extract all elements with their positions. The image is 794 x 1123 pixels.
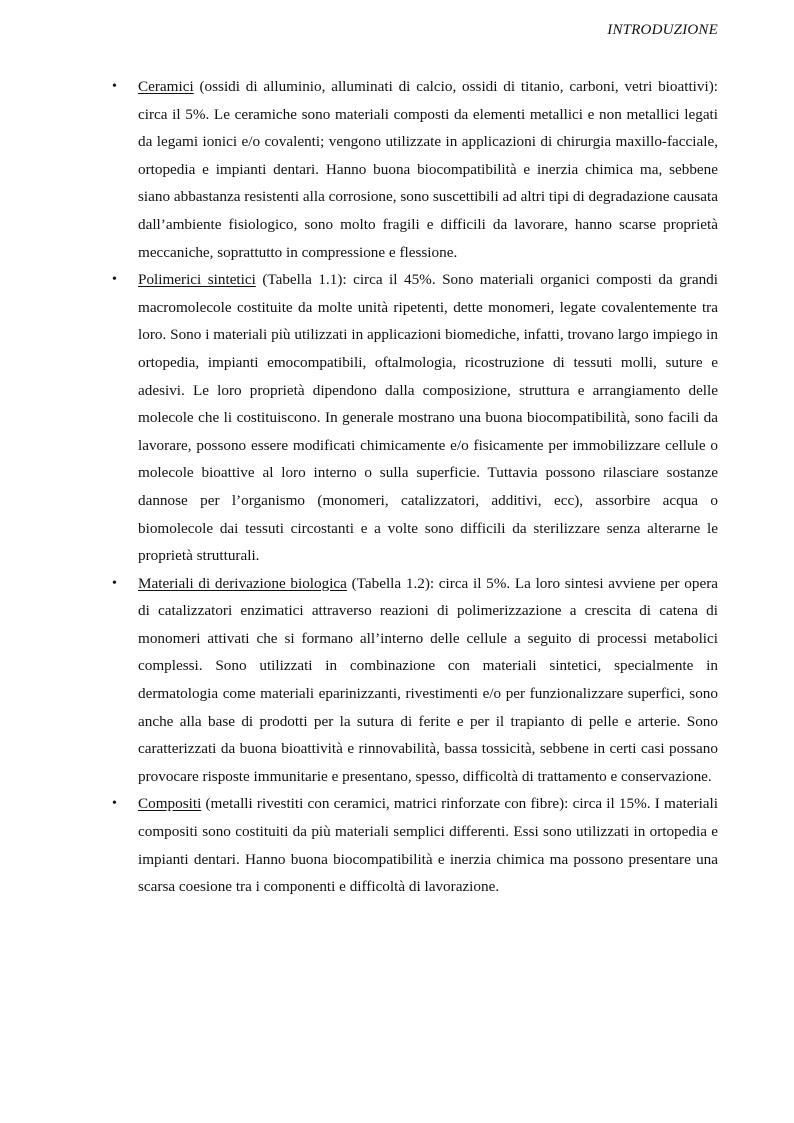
bullet-term: Compositi [138,795,202,813]
bullet-icon: • [112,796,117,812]
bullet-term: Polimerici sintetici [138,271,256,289]
bullet-icon: • [112,272,117,288]
materials-bullet-list [112,73,718,901]
bullet-text: (ossidi di alluminio, alluminati di calcio, ossidi di titanio, carboni, vetri bioattivi): circa il 5%. Le ceramiche sono materiali composti da elementi metallici e non metallici legati da legami ionici e/o covalenti; vengono utilizzate in applicazioni di chirurgia maxillo-facciale, ortopedia e impianti dentari. Hanno buona biocompatibilità e inerzia chimica ma, sebbene siano abbastanza resistenti alla corrosione, sono suscettibili ad altri tipi di degradazione causata dall’ambiente fisiologico, sono molto fragili e difficili da lavorare, hanno scarse proprietà meccaniche, soprattutto in compressione e flessione. [138,78,718,261]
bullet-term: Ceramici [138,78,194,95]
bullet-item-polimerici-sintetici [112,266,718,570]
bullet-text: (Tabella 1.2): circa il 5%. La loro sintesi avviene per opera di catalizzatori enzimatici attraverso reazioni di polimerizzazione a crescita di catena di monomeri attivati che si formano all’interno delle cellule a seguito di processi metabolici complessi. Sono utilizzati in combinazione con materiali sintetici, specialmente in dermatologia come materiali eparinizzanti, rivestimenti e/o per funzionalizzare superfici, sono anche alla base di prodotti per la sutura di ferite e per il trapianto di pelle e arterie. Sono caratterizzati da buona bioattività e rinnovabilità, bassa tossicità, sebbene in certi casi possano provocare risposte immunitarie e presentano, spesso, difficoltà di trattamento e conservazione. [138,574,718,785]
bullet-text: (Tabella 1.1): circa il 45%. Sono materiali organici composti da grandi macromolecole costituite da molte unità ripetenti, dette monomeri, legate covalentemente tra loro. Sono i materiali più utilizzati in applicazioni biomediche, infatti, trovano largo impiego in ortopedia, impianti emocompatibili, oftalmologia, ricostruzione di tessuti molli, suture e adesivi. Le loro proprietà dipendono dalla composizione, struttura e arrangiamento delle molecole che li costituiscono. In generale mostrano una buona biocompatibilità, sono facili da lavorare, possono essere modificati chimicamente e/o fisicamente per immobilizzare cellule o molecole bioattive al loro interno o sulla superficie. Tuttavia possono rilasciare sostanze dannose per l’organismo (monomeri, catalizzatori, additivi, ecc), assorbire acqua o biomolecole dai tessuti circostanti e a volte sono difficili da sterilizzare senza alterarne le proprietà strutturali. [138,271,718,565]
bullet-text: (metalli rivestiti con ceramici, matrici rinforzate con fibre): circa il 15%. I materiali compositi sono costituiti da più materiali semplici differenti. Essi sono utilizzati in ortopedia e impianti dentari. Hanno buona biocompatibilità e inerzia chimica ma possono presentare una scarsa coesione tra i componenti e difficoltà di lavorazione. [138,795,718,896]
bullet-item-materiali-biologici [112,570,718,791]
bullet-icon: • [112,79,117,94]
bullet-icon: • [112,575,117,591]
bullet-item-compositi [112,790,718,900]
bullet-item-ceramici [112,73,718,266]
bullet-term: Materiali di derivazione biologica [138,574,347,592]
running-header: INTRODUZIONE [607,22,718,38]
